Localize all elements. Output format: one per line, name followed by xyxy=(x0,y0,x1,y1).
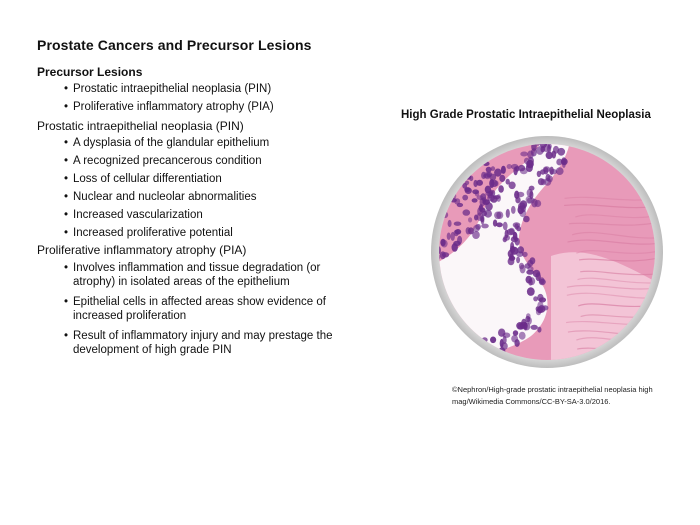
nucleus-mark xyxy=(511,206,516,214)
nucleus-mark xyxy=(490,337,496,344)
nucleus-mark xyxy=(498,185,504,193)
nucleus-mark xyxy=(496,222,503,227)
nucleus-mark xyxy=(438,184,445,190)
pia-list xyxy=(64,262,339,364)
nucleus-mark xyxy=(527,260,533,267)
nucleus-mark xyxy=(534,200,541,207)
nucleus-mark xyxy=(452,154,456,160)
nucleus-mark xyxy=(466,227,471,234)
nucleus-mark xyxy=(472,198,478,202)
nucleus-mark xyxy=(531,325,538,330)
nucleus-mark xyxy=(474,215,478,221)
nucleus-mark xyxy=(536,146,543,155)
nucleus-mark xyxy=(516,226,521,231)
list-item: • Involves inflammation and tissue degradation (or atrophy) in isolated areas of the epithelium xyxy=(64,262,339,289)
nucleus-mark xyxy=(491,166,495,171)
nucleus-mark xyxy=(447,233,451,240)
nucleus-mark xyxy=(550,169,557,174)
nucleus-mark xyxy=(475,224,481,230)
nucleus-mark xyxy=(451,232,455,241)
nucleus-mark xyxy=(529,186,535,191)
list-item: • Prostatic intraepithelial neoplasia (PIN) xyxy=(64,80,274,98)
nucleus-mark xyxy=(517,192,524,197)
nucleus-mark xyxy=(500,339,504,348)
nucleus-mark xyxy=(457,203,463,207)
nucleus-mark xyxy=(450,166,457,172)
histology-micrograph xyxy=(431,136,663,368)
nucleus-mark xyxy=(473,180,477,187)
nucleus-mark xyxy=(513,330,518,336)
nucleus-mark xyxy=(524,158,530,165)
pin-list xyxy=(64,134,269,242)
nucleus-mark xyxy=(518,165,525,171)
nucleus-mark xyxy=(515,197,520,204)
nucleus-mark xyxy=(472,189,479,194)
nucleus-mark xyxy=(482,352,487,358)
nucleus-mark xyxy=(516,257,520,264)
list-item: • Increased vascularization xyxy=(64,206,269,224)
nucleus-mark xyxy=(519,209,526,217)
list-item: • A dysplasia of the glandular epithelium xyxy=(64,134,269,152)
nucleus-mark xyxy=(515,238,520,246)
nucleus-mark xyxy=(481,217,485,224)
nucleus-mark xyxy=(544,167,549,174)
list-item: • A recognized precancerous condition xyxy=(64,152,269,170)
nucleus-mark xyxy=(482,197,487,202)
nucleus-mark xyxy=(486,167,492,173)
nucleus-mark xyxy=(484,172,491,180)
list-item: • Increased proliferative potential xyxy=(64,224,269,242)
nucleus-mark xyxy=(544,178,551,186)
nucleus-mark xyxy=(463,156,469,161)
nucleus-mark xyxy=(520,265,526,274)
section-heading-precursor-lesions: Precursor Lesions xyxy=(37,65,143,79)
nucleus-mark xyxy=(460,358,465,363)
nucleus-mark xyxy=(519,332,526,340)
nucleus-mark xyxy=(509,228,515,235)
list-item: • Loss of cellular differentiation xyxy=(64,170,269,188)
nucleus-mark xyxy=(463,162,468,166)
nucleus-mark xyxy=(503,235,510,241)
nucleus-mark xyxy=(510,242,514,251)
nucleus-mark xyxy=(479,204,483,209)
nucleus-mark xyxy=(442,252,449,257)
nucleus-mark xyxy=(442,156,447,162)
list-item: • Result of inflammatory injury and may prestage the development of high grade PIN xyxy=(64,330,339,357)
nucleus-mark xyxy=(508,258,515,266)
nucleus-mark xyxy=(464,187,470,192)
nucleus-mark xyxy=(509,182,516,190)
nucleus-mark xyxy=(468,156,473,162)
nucleus-mark xyxy=(506,209,510,218)
nucleus-mark xyxy=(440,192,445,197)
nucleus-mark xyxy=(493,195,500,199)
precursor-lesions-list xyxy=(64,80,274,116)
nucleus-mark xyxy=(556,159,562,166)
nucleus-mark xyxy=(529,191,533,199)
nucleus-mark xyxy=(527,266,533,271)
nucleus-mark xyxy=(539,279,546,285)
nucleus-mark xyxy=(441,362,447,368)
nucleus-mark xyxy=(473,345,479,352)
nucleus-mark xyxy=(440,170,445,176)
slide-title: Prostate Cancers and Precursor Lesions xyxy=(37,37,312,53)
nucleus-mark xyxy=(494,181,498,186)
nucleus-mark xyxy=(503,222,508,230)
nucleus-mark xyxy=(527,287,535,296)
nucleus-mark xyxy=(520,322,528,329)
nucleus-mark xyxy=(496,211,503,219)
nucleus-mark xyxy=(499,175,505,182)
nucleus-mark xyxy=(546,152,553,160)
nucleus-mark xyxy=(448,362,455,368)
nucleus-mark xyxy=(448,220,452,227)
nucleus-mark xyxy=(472,231,480,239)
nucleus-mark xyxy=(529,277,535,285)
nucleus-mark xyxy=(481,224,489,229)
section-heading-pin: Prostatic intraepithelial neoplasia (PIN) xyxy=(37,119,244,133)
nucleus-mark xyxy=(446,352,450,357)
nucleus-mark xyxy=(526,313,531,319)
nucleus-mark xyxy=(468,217,472,222)
nucleus-mark xyxy=(533,296,538,301)
nucleus-mark xyxy=(531,148,537,156)
nucleus-mark xyxy=(441,357,447,366)
nucleus-mark xyxy=(453,241,461,246)
nucleus-mark xyxy=(511,335,518,342)
nucleus-mark xyxy=(547,145,551,153)
nucleus-mark xyxy=(520,152,528,157)
image-credit: ©Nephron/High-grade prostatic intraepithelial neoplasia high mag/Wikimedia Commons/CC-BY-SA-3.0/2016. xyxy=(452,385,653,406)
nucleus-mark xyxy=(482,211,487,216)
nucleus-mark xyxy=(479,352,485,361)
nucleus-mark xyxy=(511,164,519,170)
list-item: • Nuclear and nucleolar abnormalities xyxy=(64,188,269,206)
nucleus-mark xyxy=(451,153,458,160)
nucleus-mark xyxy=(537,307,543,314)
nucleus-mark xyxy=(462,195,468,201)
nucleus-mark xyxy=(454,222,462,226)
figure-title: High Grade Prostatic Intraepithelial Neoplasia xyxy=(401,109,651,121)
micrograph-image xyxy=(431,136,663,368)
list-item: • Proliferative inflammatory atrophy (PIA) xyxy=(64,98,274,116)
nucleus-mark xyxy=(537,327,541,333)
nucleus-mark xyxy=(463,209,471,215)
nucleus-mark xyxy=(466,353,473,359)
section-heading-pia: Proliferative inflammatory atrophy (PIA) xyxy=(37,243,247,257)
nucleus-mark xyxy=(460,341,466,347)
nucleus-mark xyxy=(455,229,461,235)
nucleus-mark xyxy=(557,148,565,156)
nucleus-mark xyxy=(440,239,445,247)
nucleus-mark xyxy=(522,252,528,257)
list-item: • Epithelial cells in affected areas show evidence of increased proliferation xyxy=(64,296,339,323)
nucleus-mark xyxy=(491,190,495,196)
nucleus-mark xyxy=(520,200,527,209)
nucleus-mark xyxy=(485,202,493,211)
